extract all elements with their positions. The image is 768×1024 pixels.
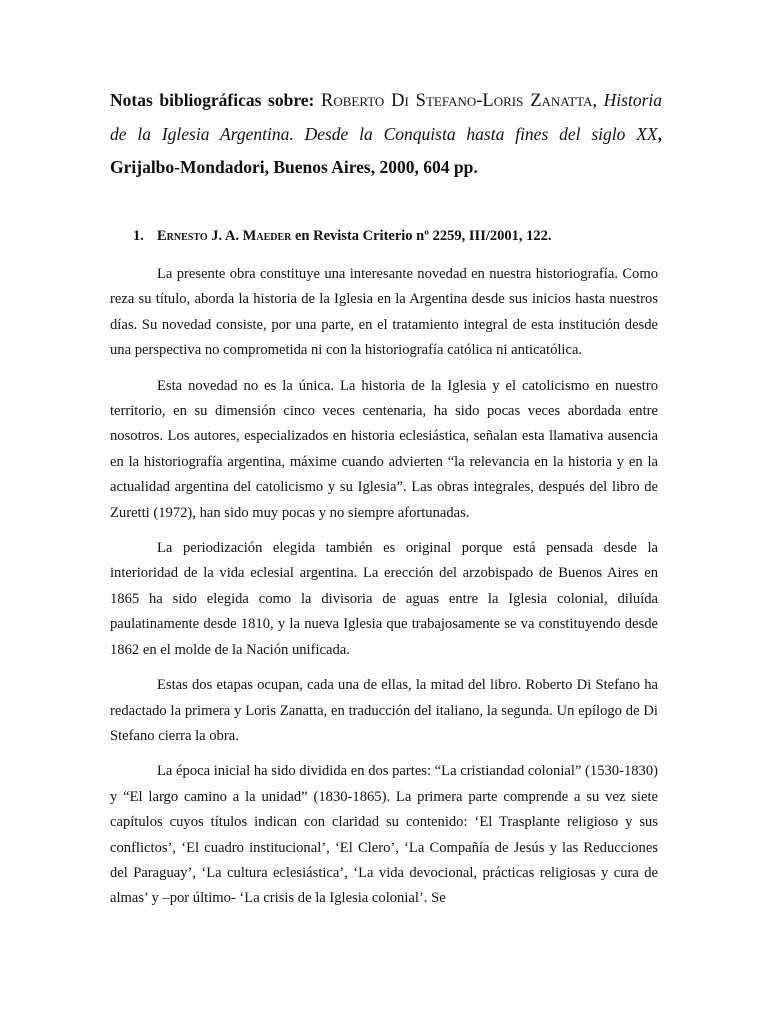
review-body xyxy=(110,262,658,912)
review-number: 1. xyxy=(133,228,144,244)
paragraph: La época inicial ha sido dividida en dos partes: “La cristiandad colonial” (1530-1830) y “El largo camino a la unidad” (1830-1865). La primera parte comprende a su vez siete capítulos cuyos títulos indican con claridad su contenido: ‘El Trasplante religioso y sus conflictos’, ‘El cuadro institucional’, ‘El Clero’, ‘La Compañía de Jesús y las Reducciones del Paraguay’, ‘La cultura eclesiástica’, ‘La vida devocional, prácticas religiosas y cura de almas’ y –por último- ‘La crisis de la Iglesia colonial’. Se xyxy=(110,763,658,907)
review-source: en Revista Criterio nº 2259, III/2001, 122. xyxy=(291,228,552,244)
paragraph: Estas dos etapas ocupan, cada una de ellas, la mitad del libro. Roberto Di Stefano ha redactado la primera y Loris Zanatta, en traducción del italiano, la segunda. Un epílogo de Di Stefano cierra la obra. xyxy=(110,677,658,744)
review-heading xyxy=(133,226,663,246)
title-authors: Roberto Di Stefano-Loris Zanatta, xyxy=(320,91,598,111)
paragraph: La presente obra constituye una interesante novedad en nuestra historiografía. Como reza su título, aborda la historia de la Iglesia en la Argentina desde sus inicios hasta nuestros días. Su novedad consiste, por una parte, en el tratamiento integral de esta institución desde una perspectiva no comprometida ni con la historiografía católica ni anticatólica. xyxy=(110,266,658,359)
publication-info: , Grijalbo-Mondadori, Buenos Aires, 2000, 604 pp. xyxy=(110,124,662,177)
document-title xyxy=(110,84,662,184)
paragraph: La periodización elegida también es original porque está pensada desde la interioridad de la vida eclesial argentina. La erección del arzobispado de Buenos Aires en 1865 ha sido elegida como la divisoria de aguas entre la Iglesia colonial, diluída paulatinamente desde 1810, y la nueva Iglesia que trabajosamente se va constituyendo desde 1862 en el molde de la Nación unificada. xyxy=(110,540,658,658)
paragraph: Esta novedad no es la única. La historia de la Iglesia y el catolicismo en nuestro territorio, en su dimensión cinco veces centenaria, ha sido pocas veces abordada entre nosotros. Los autores, especializados en historia eclesiástica, señalan esta llamativa ausencia en la historiografía argentina, máxime cuando advierten “la relevancia en la historia y en la actualidad argentina del catolicismo y su Iglesia”. Las obras integrales, después del libro de Zuretti (1972), han sido muy pocas y no siempre afortunadas. xyxy=(110,377,658,521)
title-label: Notas bibliográficas sobre: xyxy=(110,90,315,110)
book-title: Historia de la Iglesia Argentina. Desde la Conquista hasta fines del siglo XX xyxy=(110,90,663,144)
reviewer-name: Ernesto J. A. Maeder xyxy=(157,228,292,244)
